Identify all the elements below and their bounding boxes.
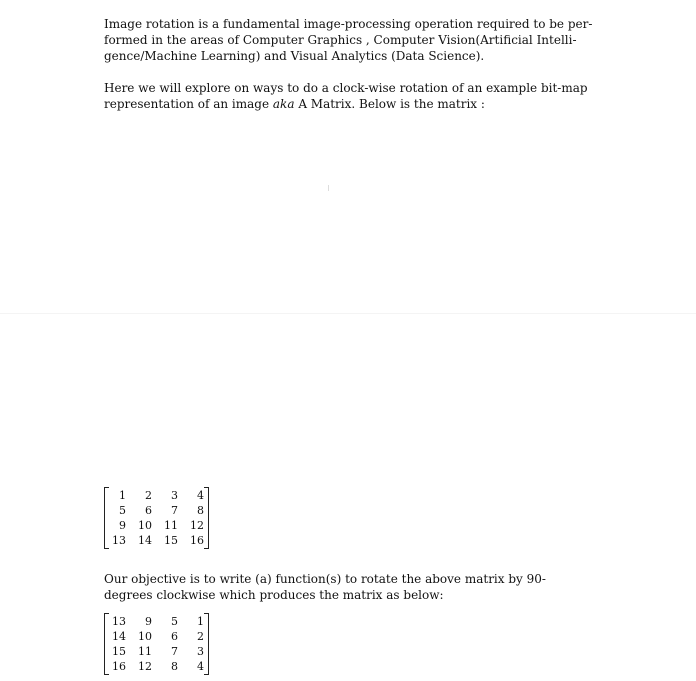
matrix-cell: 3 (171, 489, 178, 502)
matrix-cell: 7 (171, 645, 178, 658)
matrix-cell: 8 (171, 660, 178, 673)
matrix-row (108, 518, 204, 533)
matrix-cell: 3 (197, 645, 204, 658)
matrix-cell: 14 (138, 534, 152, 547)
right-bracket (204, 613, 209, 675)
scan-artifact-mark (328, 185, 329, 191)
matrix-row (108, 488, 204, 503)
matrix-cell: 11 (164, 519, 178, 532)
matrix-cell: 7 (171, 504, 178, 517)
intro-line-2: formed in the areas of Computer Graphics , Computer Vision(Artificial Intelli- (104, 33, 577, 47)
matrix-cell: 12 (138, 660, 152, 673)
scan-artifact-band (0, 313, 696, 314)
explore-line-2-start: representation of an image (104, 97, 273, 111)
original-matrix (104, 487, 209, 553)
matrix-cell: 16 (112, 660, 126, 673)
matrix-cell: 10 (138, 630, 152, 643)
matrix-cell: 10 (138, 519, 152, 532)
explore-line-1: Here we will explore on ways to do a clock-wise rotation of an example bit-map (104, 81, 588, 95)
matrix-cell: 6 (145, 504, 152, 517)
matrix-row (108, 659, 204, 674)
matrix-cell: 15 (164, 534, 178, 547)
matrix-cell: 11 (138, 645, 152, 658)
matrix-row (108, 503, 204, 518)
matrix-cell: 12 (190, 519, 204, 532)
rotated-matrix-body (104, 613, 209, 675)
matrix-cell: 14 (112, 630, 126, 643)
rotated-matrix (104, 613, 209, 679)
right-bracket (204, 487, 209, 549)
matrix-cell: 16 (190, 534, 204, 547)
left-bracket (104, 487, 109, 549)
aka-emphasis: aka (272, 97, 295, 111)
left-bracket (104, 613, 109, 675)
objective-line-2: degrees clockwise which produces the matrix as below: (104, 588, 444, 602)
intro-paragraph (104, 16, 593, 64)
matrix-cell: 4 (197, 489, 204, 502)
original-matrix-body (104, 487, 209, 549)
intro-line-3: gence/Machine Learning) and Visual Analytics (Data Science). (104, 49, 485, 63)
explore-line-2 (104, 96, 562, 112)
matrix-cell: 4 (197, 660, 204, 673)
matrix-cell: 13 (112, 534, 126, 547)
objective-line-1: Our objective is to write (a) function(s) to rotate the above matrix by 90- (104, 572, 546, 586)
matrix-cell: 15 (112, 645, 126, 658)
explore-paragraph (104, 80, 588, 112)
matrix-cell: 13 (112, 615, 126, 628)
intro-line-1: Image rotation is a fundamental image-processing operation required to be per- (104, 17, 593, 31)
matrix-cell: 5 (119, 504, 126, 517)
matrix-cell: 9 (119, 519, 126, 532)
matrix-row (108, 629, 204, 644)
rotated-matrix-table (108, 614, 204, 674)
matrix-row (108, 644, 204, 659)
matrix-row (108, 614, 204, 629)
matrix-cell: 1 (119, 489, 126, 502)
matrix-cell: 1 (197, 615, 204, 628)
matrix-cell: 5 (171, 615, 178, 628)
original-matrix-table (108, 488, 204, 548)
matrix-cell: 2 (145, 489, 152, 502)
matrix-cell: 8 (197, 504, 204, 517)
matrix-cell: 9 (145, 615, 152, 628)
objective-paragraph (104, 571, 562, 603)
matrix-cell: 6 (171, 630, 178, 643)
matrix-cell: 2 (197, 630, 204, 643)
explore-line-2-end: A Matrix. Below is the matrix : (294, 97, 485, 111)
matrix-row (108, 533, 204, 548)
